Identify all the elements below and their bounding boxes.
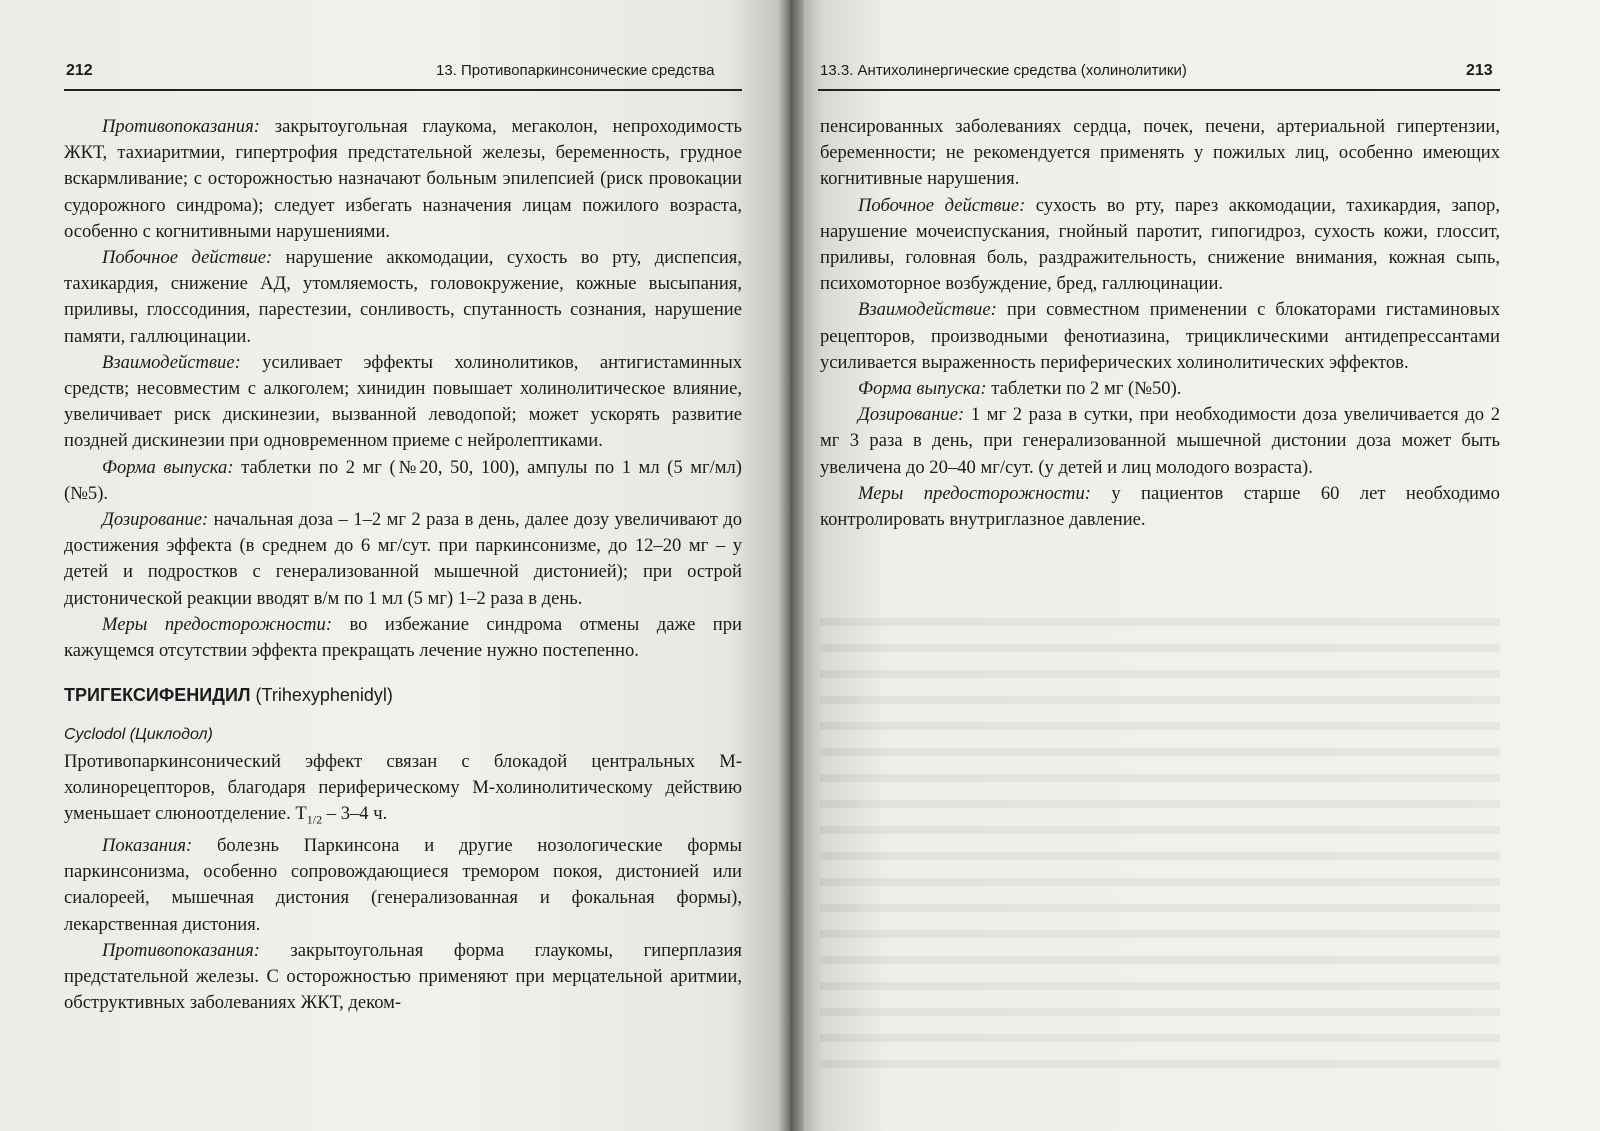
right-page-number: 213 bbox=[1466, 62, 1493, 79]
paragraph-term: Противопоказания: bbox=[102, 116, 260, 137]
left-paragraph bbox=[64, 833, 742, 938]
right-running-head: 13.3. Антихолинергические средства (холинолитики) bbox=[820, 62, 1187, 79]
paragraph-text: усиливает эффекты холинолитиков, антигистаминных средств; несовместим с алкоголем; хинидин повышает холинолитическое влияние, увеличивает риск дискинезии, вызванной леводопой; может ускорять развитие поздней дискинезии при одновременном приеме с нейролептиками. bbox=[64, 351, 742, 452]
description-text: Противопаркинсонический эффект связан с блокадой центральных М-холинорецепторов, благодаря периферическому М-холинолитическому действию уменьшает слюноотделение. Т bbox=[64, 750, 742, 825]
paragraph-text: закрытоугольная глаукома, мегаколон, непроходимость ЖКТ, тахиаритмии, гипертрофия предстательной железы, беременность, грудное вскармливание; с осторожностью назначают больным эпилепсией (риск провокации судорожного синдрома); следует избегать назначения лицам пожилого возраста, особенно с когнитивными нарушениями. bbox=[64, 116, 742, 242]
paragraph-term: Форма выпуска: bbox=[858, 378, 987, 400]
left-paragraph bbox=[64, 350, 742, 455]
left-paragraph bbox=[64, 507, 742, 612]
paragraph-text: начальная доза – 1–2 мг 2 раза в день, далее дозу увеличивают до достижения эффекта (в среднем до 6 мг/сут. при паркинсонизме, до 12–20 мг – у детей и подростков с генерализованной мышечной дистонией); при острой дистонической реакции вводят в/м по 1 мл (5 мг) 1–2 раза в день. bbox=[64, 509, 742, 609]
paragraph-term: Дозирование: bbox=[858, 404, 965, 426]
paragraph-text: нарушение аккомодации, сухость во рту, диспепсия, тахикардия, снижение АД, утомляемость, головокружение, кожные высыпания, приливы, глоссодиния, парестезии, сонливость, спутанность сознания, нарушение памяти, галлюцинации. bbox=[64, 247, 742, 347]
right-paragraph bbox=[820, 402, 1500, 481]
paragraph-text: болезнь Паркинсона и другие нозологические формы паркинсонизма, особенно сопровождающиеся тремором покоя, дистонией или сиалореей, мышечная дистония (генерализованная и фокальная формы), лекарственная дистония. bbox=[64, 835, 742, 935]
drug-description bbox=[64, 749, 742, 833]
half-life-subscript: 1/2 bbox=[306, 812, 323, 827]
right-paragraph bbox=[820, 193, 1500, 298]
right-text-column bbox=[820, 114, 1500, 533]
paragraph-text: таблетки по 2 мг (№20, 50, 100), ампулы по 1 мл (5 мг/мл) (№5). bbox=[64, 456, 742, 504]
paragraph-text: таблетки по 2 мг (№50). bbox=[986, 378, 1182, 400]
continuation-paragraph: пенсированных заболеваниях сердца, почек, печени, артериальной гипертензии, беременности; не рекомендуется применять у пожилых лиц, особенно имеющих когнитивные нарушения. bbox=[820, 116, 1500, 190]
paragraph-term: Взаимодействие: bbox=[858, 299, 997, 321]
left-paragraph bbox=[64, 455, 742, 507]
right-header-rule bbox=[818, 89, 1500, 91]
right-paragraph bbox=[820, 376, 1500, 402]
drug-heading bbox=[64, 682, 742, 708]
paragraph-term: Меры предосторожности: bbox=[102, 613, 333, 635]
paragraph-term: Меры предосторожности: bbox=[858, 482, 1091, 504]
paragraph-term: Дозирование: bbox=[102, 509, 209, 531]
left-page bbox=[0, 0, 790, 1131]
paragraph-text: закрытоугольная форма глаукомы, гиперплазия предстательной железы. С осторожностью применяют при мерцательной аритмии, обструктивных заболеваниях ЖКТ, деком- bbox=[64, 939, 742, 1014]
left-paragraph bbox=[64, 245, 742, 350]
book-spine-shadow bbox=[778, 0, 804, 1131]
show-through-texture bbox=[820, 600, 1500, 1070]
paragraph-text: 1 мг 2 раза в сутки, при необходимости доза увеличивается до 2 мг 3 раза в день, при генерализованной мышечной дистонии доза может быть увеличена до 20–40 мг/сут. (у детей и лиц молодого возраста). bbox=[820, 404, 1500, 478]
drug-latin-name: (Trihexyphenidyl) bbox=[250, 685, 393, 706]
paragraph-term: Противопоказания: bbox=[102, 939, 260, 961]
paragraph-term: Побочное действие: bbox=[858, 194, 1026, 216]
paragraph-term: Побочное действие: bbox=[102, 247, 273, 269]
left-page-number: 212 bbox=[66, 62, 93, 79]
left-paragraph bbox=[64, 114, 742, 245]
paragraph-text: у пациентов старше 60 лет необходимо контролировать внутриглазное давление. bbox=[820, 482, 1500, 531]
paragraph-term: Взаимодействие: bbox=[102, 351, 241, 373]
paragraph-term: Показания: bbox=[102, 835, 193, 856]
left-text-column bbox=[64, 114, 742, 1016]
paragraph-term: Форма выпуска: bbox=[102, 456, 234, 478]
trade-name: Cyclodol (Циклодол) bbox=[64, 726, 213, 744]
left-paragraph bbox=[64, 938, 742, 1017]
left-paragraph bbox=[64, 612, 742, 664]
left-header-rule bbox=[64, 89, 742, 91]
description-text-end: – 3–4 ч. bbox=[322, 803, 388, 825]
left-running-head: 13. Противопаркинсонические средства bbox=[436, 62, 715, 79]
right-paragraph bbox=[820, 297, 1500, 376]
drug-name: ТРИГЕКСИФЕНИДИЛ bbox=[64, 685, 251, 706]
paragraph-text: во избежание синдрома отмены даже при кажущемся отсутствии эффекта прекращать лечение нужно постепенно. bbox=[64, 613, 742, 662]
paragraph-text: сухость во рту, парез аккомодации, тахикардия, запор, нарушение мочеиспускания, гнойный паротит, гипогидроз, сухость кожи, глоссит, приливы, головная боль, раздражительность, снижение внимания, кожная сыпь, психомоторное возбуждение, бред, галлюцинации. bbox=[820, 194, 1500, 295]
paragraph-text: при совместном применении с блокаторами гистаминовых рецепторов, производными фенотиазина, трициклическими антидепрессантами усиливается выраженность периферических холинолитических эффектов. bbox=[820, 299, 1500, 373]
right-paragraph bbox=[820, 481, 1500, 533]
